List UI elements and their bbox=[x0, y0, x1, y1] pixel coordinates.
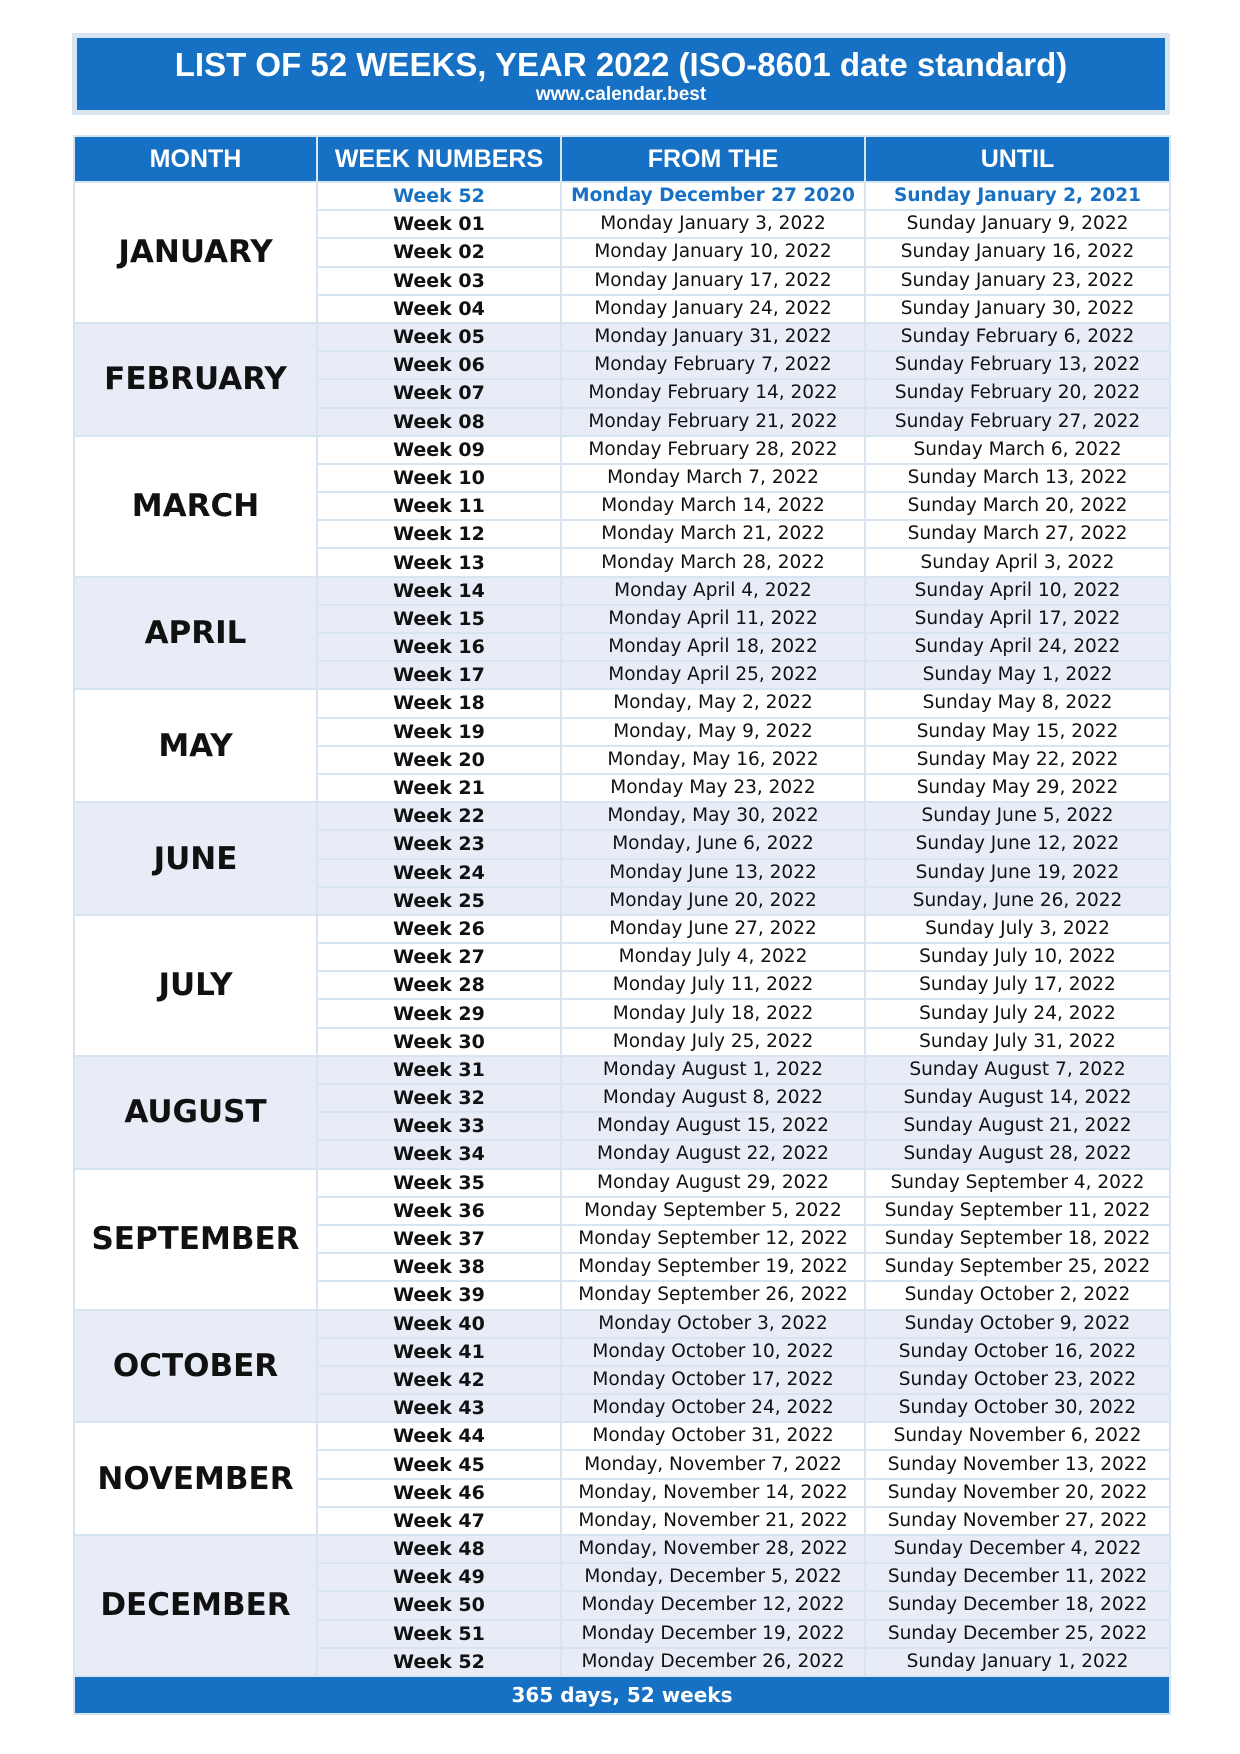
week-end-date: Sunday November 20, 2022 bbox=[865, 1479, 1170, 1507]
header-month: MONTH bbox=[74, 136, 317, 182]
week-end-date: Sunday January 9, 2022 bbox=[865, 210, 1170, 238]
week-end-date: Sunday February 13, 2022 bbox=[865, 351, 1170, 379]
week-start-date: Monday April 4, 2022 bbox=[561, 577, 865, 605]
week-start-date: Monday August 22, 2022 bbox=[561, 1140, 865, 1168]
week-start-date: Monday April 25, 2022 bbox=[561, 661, 865, 689]
week-start-date: Monday October 24, 2022 bbox=[561, 1394, 865, 1422]
week-number: Week 25 bbox=[317, 887, 561, 915]
week-end-date: Sunday July 24, 2022 bbox=[865, 999, 1170, 1027]
week-start-date: Monday May 23, 2022 bbox=[561, 774, 865, 802]
week-end-date: Sunday July 3, 2022 bbox=[865, 915, 1170, 943]
week-number: Week 28 bbox=[317, 971, 561, 999]
week-start-date: Monday September 12, 2022 bbox=[561, 1225, 865, 1253]
week-start-date: Monday December 12, 2022 bbox=[561, 1591, 865, 1619]
table-row bbox=[74, 577, 1170, 605]
week-start-date: Monday April 18, 2022 bbox=[561, 633, 865, 661]
week-number: Week 24 bbox=[317, 859, 561, 887]
table-footer-row bbox=[74, 1676, 1170, 1714]
week-start-date: Monday, June 6, 2022 bbox=[561, 830, 865, 858]
table-row bbox=[74, 689, 1170, 717]
week-number: Week 02 bbox=[317, 238, 561, 266]
week-end-date: Sunday September 25, 2022 bbox=[865, 1253, 1170, 1281]
week-number: Week 46 bbox=[317, 1479, 561, 1507]
week-start-date: Monday June 20, 2022 bbox=[561, 887, 865, 915]
week-number: Week 51 bbox=[317, 1620, 561, 1648]
week-number: Week 47 bbox=[317, 1507, 561, 1535]
week-end-date: Sunday August 21, 2022 bbox=[865, 1112, 1170, 1140]
week-number: Week 31 bbox=[317, 1056, 561, 1084]
week-start-date: Monday, May 16, 2022 bbox=[561, 746, 865, 774]
week-start-date: Monday July 25, 2022 bbox=[561, 1028, 865, 1056]
week-end-date: Sunday March 6, 2022 bbox=[865, 436, 1170, 464]
week-end-date: Sunday June 5, 2022 bbox=[865, 802, 1170, 830]
week-end-date: Sunday October 2, 2022 bbox=[865, 1281, 1170, 1309]
week-start-date: Monday October 3, 2022 bbox=[561, 1310, 865, 1338]
week-start-date: Monday August 1, 2022 bbox=[561, 1056, 865, 1084]
week-number: Week 48 bbox=[317, 1535, 561, 1563]
week-number: Week 33 bbox=[317, 1112, 561, 1140]
week-end-date: Sunday November 6, 2022 bbox=[865, 1422, 1170, 1450]
week-end-date: Sunday November 27, 2022 bbox=[865, 1507, 1170, 1535]
week-number: Week 11 bbox=[317, 492, 561, 520]
week-number: Week 06 bbox=[317, 351, 561, 379]
week-number: Week 04 bbox=[317, 295, 561, 323]
week-number: Week 19 bbox=[317, 718, 561, 746]
table-row bbox=[74, 323, 1170, 351]
table-row bbox=[74, 1169, 1170, 1197]
week-start-date: Monday July 11, 2022 bbox=[561, 971, 865, 999]
week-number: Week 27 bbox=[317, 943, 561, 971]
week-end-date: Sunday October 30, 2022 bbox=[865, 1394, 1170, 1422]
week-start-date: Monday October 31, 2022 bbox=[561, 1422, 865, 1450]
week-start-date: Monday, December 5, 2022 bbox=[561, 1563, 865, 1591]
week-end-date: Sunday, June 26, 2022 bbox=[865, 887, 1170, 915]
week-number: Week 03 bbox=[317, 267, 561, 295]
week-number: Week 12 bbox=[317, 520, 561, 548]
week-start-date: Monday September 19, 2022 bbox=[561, 1253, 865, 1281]
week-end-date: Sunday September 4, 2022 bbox=[865, 1169, 1170, 1197]
week-start-date: Monday, November 28, 2022 bbox=[561, 1535, 865, 1563]
week-start-date: Monday, May 9, 2022 bbox=[561, 718, 865, 746]
weeks-body bbox=[74, 182, 1170, 1676]
week-end-date: Sunday February 6, 2022 bbox=[865, 323, 1170, 351]
week-number: Week 39 bbox=[317, 1281, 561, 1309]
week-start-date: Monday, November 7, 2022 bbox=[561, 1450, 865, 1478]
week-number: Week 50 bbox=[317, 1591, 561, 1619]
week-number: Week 20 bbox=[317, 746, 561, 774]
table-row bbox=[74, 1310, 1170, 1338]
week-start-date: Monday September 5, 2022 bbox=[561, 1197, 865, 1225]
header-from: FROM THE bbox=[561, 136, 865, 182]
week-end-date: Sunday December 11, 2022 bbox=[865, 1563, 1170, 1591]
week-start-date: Monday January 31, 2022 bbox=[561, 323, 865, 351]
week-end-date: Sunday December 18, 2022 bbox=[865, 1591, 1170, 1619]
week-end-date: Sunday May 1, 2022 bbox=[865, 661, 1170, 689]
week-start-date: Monday February 14, 2022 bbox=[561, 379, 865, 407]
week-number: Week 21 bbox=[317, 774, 561, 802]
week-number: Week 09 bbox=[317, 436, 561, 464]
month-name: DECEMBER bbox=[74, 1535, 317, 1676]
week-number: Week 32 bbox=[317, 1084, 561, 1112]
header-until: UNTIL bbox=[865, 136, 1170, 182]
week-start-date: Monday February 21, 2022 bbox=[561, 408, 865, 436]
week-number: Week 10 bbox=[317, 464, 561, 492]
week-end-date: Sunday May 22, 2022 bbox=[865, 746, 1170, 774]
week-number: Week 14 bbox=[317, 577, 561, 605]
table-row bbox=[74, 182, 1170, 210]
week-start-date: Monday August 8, 2022 bbox=[561, 1084, 865, 1112]
week-end-date: Sunday August 28, 2022 bbox=[865, 1140, 1170, 1168]
weeks-table bbox=[73, 135, 1171, 1715]
week-end-date: Sunday March 20, 2022 bbox=[865, 492, 1170, 520]
week-number: Week 36 bbox=[317, 1197, 561, 1225]
week-end-date: Sunday July 10, 2022 bbox=[865, 943, 1170, 971]
week-start-date: Monday March 21, 2022 bbox=[561, 520, 865, 548]
week-end-date: Sunday October 23, 2022 bbox=[865, 1366, 1170, 1394]
week-end-date: Sunday June 12, 2022 bbox=[865, 830, 1170, 858]
week-start-date: Monday September 26, 2022 bbox=[561, 1281, 865, 1309]
week-start-date: Monday October 10, 2022 bbox=[561, 1338, 865, 1366]
week-number: Week 15 bbox=[317, 605, 561, 633]
week-number: Week 49 bbox=[317, 1563, 561, 1591]
week-end-date: Sunday May 8, 2022 bbox=[865, 689, 1170, 717]
table-header-row bbox=[74, 136, 1170, 182]
week-end-date: Sunday August 14, 2022 bbox=[865, 1084, 1170, 1112]
week-number: Week 38 bbox=[317, 1253, 561, 1281]
month-name: JULY bbox=[74, 915, 317, 1056]
week-end-date: Sunday December 25, 2022 bbox=[865, 1620, 1170, 1648]
week-number: Week 40 bbox=[317, 1310, 561, 1338]
table-row bbox=[74, 1056, 1170, 1084]
week-end-date: Sunday December 4, 2022 bbox=[865, 1535, 1170, 1563]
table-row bbox=[74, 1535, 1170, 1563]
month-name: APRIL bbox=[74, 577, 317, 690]
table-row bbox=[74, 436, 1170, 464]
week-start-date: Monday December 27 2020 bbox=[561, 182, 865, 210]
week-number: Week 05 bbox=[317, 323, 561, 351]
week-end-date: Sunday April 24, 2022 bbox=[865, 633, 1170, 661]
page-title: LIST OF 52 WEEKS, YEAR 2022 (ISO-8601 date standard) bbox=[174, 46, 1068, 83]
week-end-date: Sunday September 18, 2022 bbox=[865, 1225, 1170, 1253]
week-end-date: Sunday January 23, 2022 bbox=[865, 267, 1170, 295]
week-number: Week 17 bbox=[317, 661, 561, 689]
week-end-date: Sunday May 15, 2022 bbox=[865, 718, 1170, 746]
week-number: Week 42 bbox=[317, 1366, 561, 1394]
week-number: Week 52 bbox=[317, 182, 561, 210]
week-end-date: Sunday January 30, 2022 bbox=[865, 295, 1170, 323]
week-end-date: Sunday September 11, 2022 bbox=[865, 1197, 1170, 1225]
week-number: Week 41 bbox=[317, 1338, 561, 1366]
week-number: Week 13 bbox=[317, 548, 561, 576]
week-start-date: Monday July 4, 2022 bbox=[561, 943, 865, 971]
week-end-date: Sunday October 9, 2022 bbox=[865, 1310, 1170, 1338]
week-start-date: Monday October 17, 2022 bbox=[561, 1366, 865, 1394]
week-number: Week 22 bbox=[317, 802, 561, 830]
month-name: AUGUST bbox=[74, 1056, 317, 1169]
month-name: JANUARY bbox=[74, 182, 317, 323]
week-end-date: Sunday March 13, 2022 bbox=[865, 464, 1170, 492]
week-number: Week 29 bbox=[317, 999, 561, 1027]
week-start-date: Monday March 7, 2022 bbox=[561, 464, 865, 492]
week-number: Week 16 bbox=[317, 633, 561, 661]
week-end-date: Sunday October 16, 2022 bbox=[865, 1338, 1170, 1366]
week-start-date: Monday February 7, 2022 bbox=[561, 351, 865, 379]
table-row bbox=[74, 802, 1170, 830]
week-end-date: Sunday November 13, 2022 bbox=[865, 1450, 1170, 1478]
week-start-date: Monday August 15, 2022 bbox=[561, 1112, 865, 1140]
month-name: FEBRUARY bbox=[74, 323, 317, 436]
week-end-date: Sunday July 17, 2022 bbox=[865, 971, 1170, 999]
week-start-date: Monday June 27, 2022 bbox=[561, 915, 865, 943]
week-number: Week 30 bbox=[317, 1028, 561, 1056]
footer-summary: 365 days, 52 weeks bbox=[74, 1676, 1170, 1714]
week-number: Week 34 bbox=[317, 1140, 561, 1168]
week-start-date: Monday January 3, 2022 bbox=[561, 210, 865, 238]
week-start-date: Monday February 28, 2022 bbox=[561, 436, 865, 464]
week-start-date: Monday August 29, 2022 bbox=[561, 1169, 865, 1197]
week-start-date: Monday, November 14, 2022 bbox=[561, 1479, 865, 1507]
week-start-date: Monday June 13, 2022 bbox=[561, 859, 865, 887]
title-banner bbox=[72, 33, 1170, 115]
week-start-date: Monday March 14, 2022 bbox=[561, 492, 865, 520]
month-name: JUNE bbox=[74, 802, 317, 915]
week-number: Week 44 bbox=[317, 1422, 561, 1450]
week-number: Week 35 bbox=[317, 1169, 561, 1197]
week-end-date: Sunday January 16, 2022 bbox=[865, 238, 1170, 266]
table-row bbox=[74, 915, 1170, 943]
week-start-date: Monday April 11, 2022 bbox=[561, 605, 865, 633]
week-number: Week 37 bbox=[317, 1225, 561, 1253]
week-end-date: Sunday August 7, 2022 bbox=[865, 1056, 1170, 1084]
week-end-date: Sunday April 10, 2022 bbox=[865, 577, 1170, 605]
week-number: Week 26 bbox=[317, 915, 561, 943]
week-number: Week 45 bbox=[317, 1450, 561, 1478]
month-name: MARCH bbox=[74, 436, 317, 577]
week-number: Week 01 bbox=[317, 210, 561, 238]
week-end-date: Sunday April 3, 2022 bbox=[865, 548, 1170, 576]
week-number: Week 52 bbox=[317, 1648, 561, 1676]
week-start-date: Monday January 24, 2022 bbox=[561, 295, 865, 323]
week-end-date: Sunday February 27, 2022 bbox=[865, 408, 1170, 436]
week-end-date: Sunday July 31, 2022 bbox=[865, 1028, 1170, 1056]
week-start-date: Monday July 18, 2022 bbox=[561, 999, 865, 1027]
website-link[interactable]: www.calendar.best bbox=[535, 84, 707, 105]
week-end-date: Sunday January 1, 2022 bbox=[865, 1648, 1170, 1676]
week-number: Week 08 bbox=[317, 408, 561, 436]
month-name: OCTOBER bbox=[74, 1310, 317, 1423]
week-number: Week 23 bbox=[317, 830, 561, 858]
month-name: SEPTEMBER bbox=[74, 1169, 317, 1310]
week-start-date: Monday December 19, 2022 bbox=[561, 1620, 865, 1648]
week-end-date: Sunday January 2, 2021 bbox=[865, 182, 1170, 210]
week-start-date: Monday, May 2, 2022 bbox=[561, 689, 865, 717]
week-end-date: Sunday May 29, 2022 bbox=[865, 774, 1170, 802]
month-name: NOVEMBER bbox=[74, 1422, 317, 1535]
week-number: Week 43 bbox=[317, 1394, 561, 1422]
week-end-date: Sunday March 27, 2022 bbox=[865, 520, 1170, 548]
week-start-date: Monday January 10, 2022 bbox=[561, 238, 865, 266]
week-end-date: Sunday June 19, 2022 bbox=[865, 859, 1170, 887]
week-end-date: Sunday April 17, 2022 bbox=[865, 605, 1170, 633]
week-number: Week 18 bbox=[317, 689, 561, 717]
table-row bbox=[74, 1422, 1170, 1450]
header-week-numbers: WEEK NUMBERS bbox=[317, 136, 561, 182]
week-start-date: Monday December 26, 2022 bbox=[561, 1648, 865, 1676]
week-start-date: Monday, May 30, 2022 bbox=[561, 802, 865, 830]
week-start-date: Monday January 17, 2022 bbox=[561, 267, 865, 295]
week-start-date: Monday March 28, 2022 bbox=[561, 548, 865, 576]
month-name: MAY bbox=[74, 689, 317, 802]
week-number: Week 07 bbox=[317, 379, 561, 407]
week-end-date: Sunday February 20, 2022 bbox=[865, 379, 1170, 407]
week-start-date: Monday, November 21, 2022 bbox=[561, 1507, 865, 1535]
